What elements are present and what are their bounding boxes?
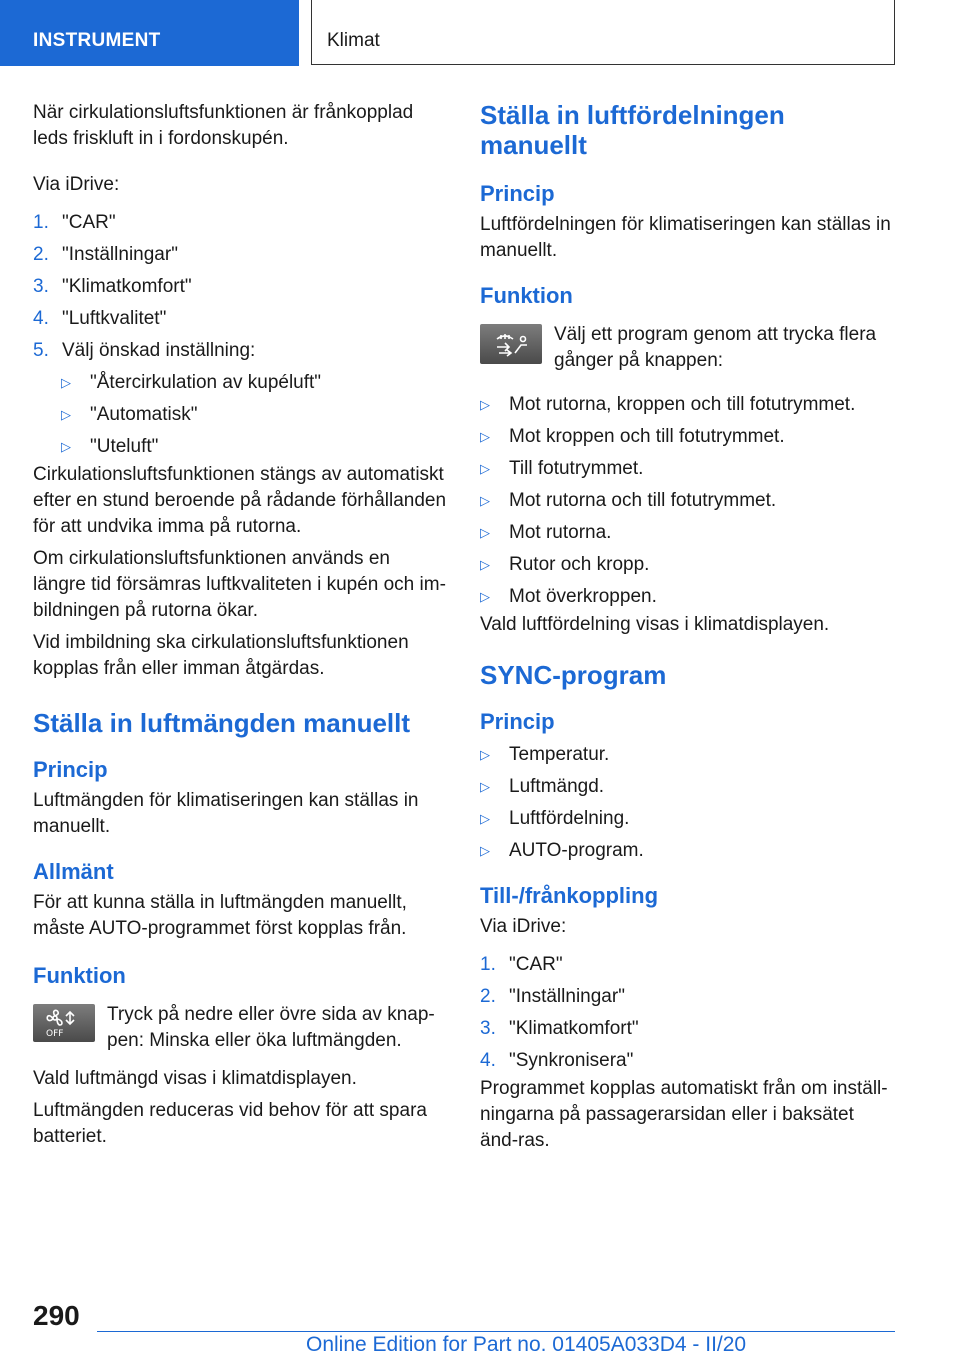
triangle-bullet-icon: ▷ (480, 461, 490, 476)
heading-principle: Princip (33, 757, 108, 782)
triangle-bullet-icon: ▷ (480, 557, 490, 572)
distribution-list (480, 392, 895, 610)
via-idrive: Via iDrive: (480, 916, 567, 937)
list-item: ▷ "Automatisk" (61, 402, 447, 428)
list-item: ▷ Mot rutorna, kroppen och till fotutrymmet. (480, 392, 895, 418)
paragraph: Vald luftfördelning visas i klimatdisplayen. (480, 614, 830, 635)
heading-general: Allmänt (33, 859, 114, 884)
function-text: Tryck på nedre eller övre sida av knap-pen: Minska eller öka luftmängden. (107, 1004, 435, 1051)
list-item: ▷ "Återcirkulation av kupéluft" (61, 370, 447, 396)
svg-text:OFF: OFF (46, 1029, 64, 1039)
paragraph: Cirkulationsluftsfunktionen stängs av automatiskt efter en stund beroende på rådande förhållanden för att undvika imma på rutorna. (33, 464, 447, 537)
list-item: 1. "CAR" (480, 954, 563, 975)
heading-principle: Princip (480, 181, 555, 206)
air-distribution-button-icon (480, 324, 542, 364)
heading-sync: SYNC-program (480, 660, 667, 690)
list-item: ▷ Rutor och kropp. (480, 552, 895, 578)
paragraph: Programmet kopplas automatiskt från om inställ-ningarna på passagerarsidan eller i baksätet änd-ras. (480, 1078, 888, 1151)
fan-button-icon (33, 1004, 95, 1042)
section-tab: INSTRUMENT (0, 0, 299, 66)
list-item: 3. "Klimatkomfort" (33, 276, 192, 297)
triangle-bullet-icon: ▷ (61, 407, 71, 422)
triangle-bullet-icon: ▷ (480, 779, 490, 794)
list-item: ▷ Mot kroppen och till fotutrymmet. (480, 424, 895, 450)
list-item: ▷ Mot rutorna och till fotutrymmet. (480, 488, 895, 514)
right-column (480, 100, 895, 1163)
triangle-bullet-icon: ▷ (480, 811, 490, 826)
triangle-bullet-icon: ▷ (61, 439, 71, 454)
heading-toggle: Till-/frånkoppling (480, 883, 659, 908)
paragraph: Luftmängden reduceras vid behov för att spara batteriet. (33, 1100, 427, 1147)
list-item: ▷ Temperatur. (480, 742, 895, 768)
list-item: 2. "Inställningar" (33, 244, 178, 265)
paragraph: Luftfördelningen för klimatiseringen kan ställas in manuellt. (480, 214, 891, 261)
paragraph: Vald luftmängd visas i klimatdisplayen. (33, 1068, 357, 1089)
sync-list (480, 742, 895, 864)
list-item: ▷ AUTO-program. (480, 838, 895, 864)
list-item: ▷ Mot rutorna. (480, 520, 895, 546)
list-item: 4. "Luftkvalitet" (33, 308, 167, 329)
triangle-bullet-icon: ▷ (480, 843, 490, 858)
function-row (480, 322, 895, 374)
page-number: 290 (33, 1300, 80, 1331)
triangle-bullet-icon: ▷ (480, 589, 490, 604)
edition-link[interactable]: Online Edition for Part no. 01405A033D4 - II/20 (306, 1333, 747, 1356)
paragraph: Vid imbildning ska cirkulationsluftsfunktionen kopplas från eller imman åtgärdas. (33, 632, 409, 679)
list-item: ▷ Till fotutrymmet. (480, 456, 895, 482)
paragraph: För att kunna ställa in luftmängden manuellt, måste AUTO-programmet först kopplas från. (33, 892, 407, 939)
paragraph: Om cirkulationsluftsfunktionen används en längre tid försämras luftkvaliteten i kupén och im-bildningen på rutorna ökar. (33, 548, 446, 621)
triangle-bullet-icon: ▷ (480, 429, 490, 444)
list-item: ▷ Luftfördelning. (480, 806, 895, 832)
function-text: Välj ett program genom att trycka flera gånger på knappen: (554, 324, 877, 371)
list-item: 3. "Klimatkomfort" (480, 1018, 639, 1039)
intro-text: När cirkulationsluftsfunktionen är frånkopplad leds friskluft in i fordonskupén. (33, 102, 414, 149)
list-item: 4. "Synkronisera" (480, 1050, 634, 1071)
list-item: ▷ Luftmängd. (480, 774, 895, 800)
list-item: 5. Välj önskad inställning: (33, 340, 256, 361)
list-item: 2. "Inställningar" (480, 986, 625, 1007)
list-item: ▷ "Uteluft" (61, 434, 447, 460)
triangle-bullet-icon: ▷ (480, 747, 490, 762)
left-column (33, 100, 447, 1159)
list-item: 1. "CAR" (33, 212, 116, 233)
via-idrive: Via iDrive: (33, 174, 120, 195)
function-row (33, 1002, 447, 1054)
heading-function: Funktion (480, 283, 573, 308)
list-item: ▷ Mot överkroppen. (480, 584, 895, 610)
heading-sync-principle: Princip (480, 709, 555, 734)
idrive-steps (33, 210, 447, 364)
heading-airflow: Ställa in luftmängden manuellt (33, 708, 411, 738)
triangle-bullet-icon: ▷ (61, 375, 71, 390)
sync-steps (480, 952, 895, 1074)
heading-distribution: Ställa in luftfördelningen manuellt (480, 100, 785, 160)
option-list (61, 370, 447, 460)
triangle-bullet-icon: ▷ (480, 397, 490, 412)
footer-divider (97, 1331, 895, 1332)
paragraph: Luftmängden för klimatiseringen kan ställas in manuellt. (33, 790, 419, 837)
triangle-bullet-icon: ▷ (480, 493, 490, 508)
chapter-title: Klimat (311, 0, 895, 65)
heading-function: Funktion (33, 963, 126, 988)
triangle-bullet-icon: ▷ (480, 525, 490, 540)
